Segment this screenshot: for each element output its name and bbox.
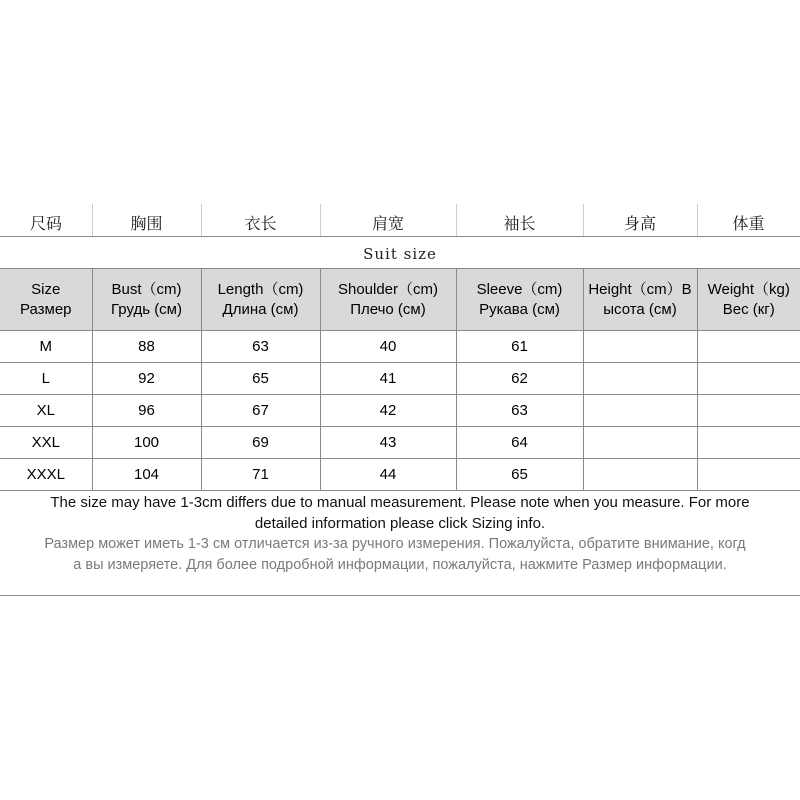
cell-height (583, 459, 697, 491)
cell-bust: 100 (92, 427, 201, 459)
cell-bust: 104 (92, 459, 201, 491)
cn-header-sleeve: 袖长 (503, 214, 536, 233)
header-height: Height（cm）В ысота (см) (583, 269, 697, 331)
cell-size: XL (0, 395, 92, 427)
cell-size: XXL (0, 427, 92, 459)
table-row (0, 427, 800, 459)
header-bust: Bust（cm) Грудь (см) (92, 269, 201, 331)
cell-sleeve: 64 (456, 427, 583, 459)
note-russian-line: а вы измеряете. Для более подробной информации, пожалуйста, нажмите Размер информации. (73, 556, 727, 573)
header-sleeve: Sleeve（cm) Рукава (см) (456, 269, 583, 331)
cell-size: M (0, 331, 92, 363)
size-chart (0, 204, 800, 596)
cell-bust: 92 (92, 363, 201, 395)
cell-length: 67 (201, 395, 320, 427)
note-english-line: detailed information please click Sizing info. (254, 514, 546, 532)
table-title: Suit size (0, 237, 800, 269)
cell-weight (697, 363, 800, 395)
table-header-row (0, 269, 800, 331)
cell-height (583, 427, 697, 459)
cell-weight (697, 331, 800, 363)
cell-bust: 96 (92, 395, 201, 427)
header-length: Length（cm) Длина (см) (201, 269, 320, 331)
cell-size: XXXL (0, 459, 92, 491)
cell-shoulder: 43 (320, 427, 456, 459)
cell-sleeve: 62 (456, 363, 583, 395)
cell-length: 71 (201, 459, 320, 491)
header-weight: Weight（kg) Вес (кг) (697, 269, 800, 331)
measurement-notes (0, 491, 800, 596)
cell-length: 69 (201, 427, 320, 459)
cn-header-weight: 体重 (732, 214, 765, 233)
size-table (0, 269, 800, 491)
table-row (0, 395, 800, 427)
header-size: Size Размер (0, 269, 92, 331)
cell-weight (697, 427, 800, 459)
chinese-header-row (0, 204, 800, 237)
cell-shoulder: 42 (320, 395, 456, 427)
cell-size: L (0, 363, 92, 395)
cell-sleeve: 61 (456, 331, 583, 363)
note-russian-line: Размер может иметь 1-3 см отличается из-за ручного измерения. Пожалуйста, обратите внимание, когд (44, 536, 746, 552)
cell-sleeve: 65 (456, 459, 583, 491)
cell-height (583, 395, 697, 427)
table-row (0, 331, 800, 363)
cell-shoulder: 41 (320, 363, 456, 395)
cell-sleeve: 63 (456, 395, 583, 427)
cell-weight (697, 395, 800, 427)
cell-height (583, 363, 697, 395)
cn-header-size: 尺码 (29, 214, 62, 233)
table-row (0, 363, 800, 395)
header-shoulder: Shoulder（cm) Плечо (см) (320, 269, 456, 331)
cn-header-shoulder: 肩宽 (371, 214, 404, 233)
cell-length: 63 (201, 331, 320, 363)
note-english-line: The size may have 1-3cm differs due to manual measurement. Please note when you measure. For more (50, 494, 750, 511)
cn-header-bust: 胸围 (130, 214, 163, 233)
cn-header-length: 衣长 (244, 214, 277, 233)
cell-bust: 88 (92, 331, 201, 363)
table-row (0, 459, 800, 491)
cell-shoulder: 44 (320, 459, 456, 491)
cn-header-height: 身高 (623, 214, 656, 233)
cell-shoulder: 40 (320, 331, 456, 363)
cell-weight (697, 459, 800, 491)
cell-length: 65 (201, 363, 320, 395)
cell-height (583, 331, 697, 363)
